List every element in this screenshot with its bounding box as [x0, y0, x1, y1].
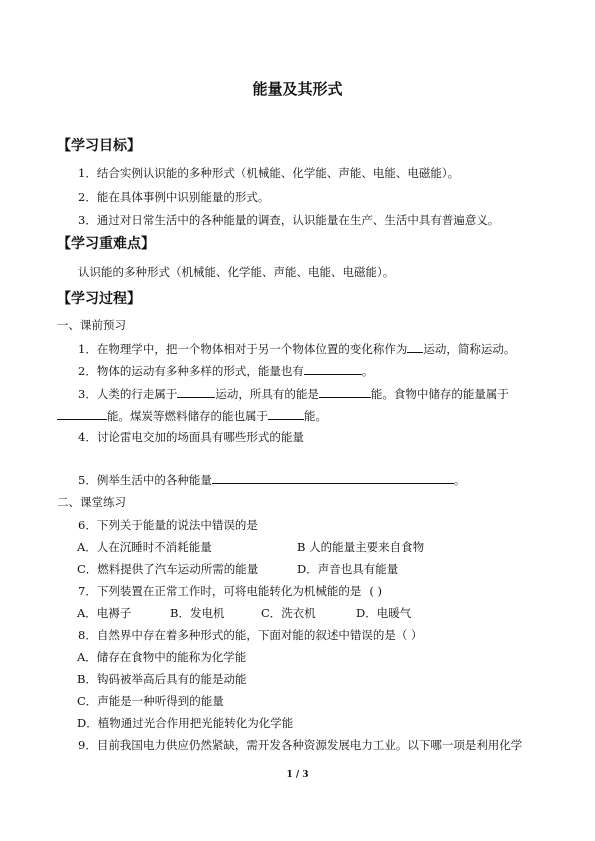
question-3 [78, 385, 509, 402]
q8-option-c: C．声能是一种听得到的能量 [77, 694, 224, 708]
q1-text-b: 运动，简称运动。 [423, 342, 516, 356]
section-heading-process: 【学习过程】 [57, 291, 141, 307]
q3-text-c: 能。食物中储存的能量属于 [370, 387, 509, 401]
q8-option-a: A．储存在食物中的能称为化学能 [77, 650, 247, 664]
q7-text: 7．下列装置在正常工作时，可将电能转化为机械能的是 [78, 584, 362, 598]
blank-3a [177, 385, 215, 398]
blank-5 [212, 471, 454, 484]
q2-text-a: 2．物体的运动有多种多样的形式，能量也有 [78, 364, 304, 378]
question-1 [78, 340, 515, 357]
q7-answer-paren: ( ) [369, 584, 382, 598]
question-9: 9．目前我国电力供应仍然紧缺，需开发各种资源发展电力工业。以下哪一项是利用化学 [78, 738, 523, 752]
q3-text-d: 能。煤炭等燃料储存的能也属于 [107, 409, 268, 423]
goal-item-3: 3．通过对日常生活中的各种能量的调查，认识能量在生产、生活中具有普遍意义。 [78, 213, 500, 227]
blank-3d [268, 407, 304, 420]
goal-item-2: 2．能在具体事例中识别能量的形式。 [78, 190, 270, 204]
q8-option-b: B．钩码被举高后具有的能是动能 [77, 672, 247, 686]
question-6: 6．下列关于能量的说法中错误的是 [78, 518, 258, 532]
q6-option-b: B 人的能量主要来自食物 [297, 540, 425, 554]
q1-text-a: 1．在物理学中，把一个物体相对于另一个物体位置的变化称作为 [78, 342, 408, 356]
page-number: 1 / 3 [286, 770, 309, 780]
q6-option-a: A．人在沉睡时不消耗能量 [77, 540, 212, 554]
section-heading-goals: 【学习目标】 [57, 138, 141, 154]
q6-option-c: C．燃料提供了汽车运动所需的能量 [77, 562, 259, 576]
q3-text-e: 能。 [304, 409, 327, 423]
goal-item-1: 1．结合实例认识能的多种形式（机械能、化学能、声能、电能、电磁能）。 [78, 166, 460, 180]
question-8: 8．自然界中存在着多种形式的能，下面对能的叙述中错误的是（ ） [78, 628, 423, 642]
q7-option-b: B．发电机 [170, 606, 225, 620]
blank-1 [407, 340, 423, 353]
section-heading-key-points: 【学习重难点】 [57, 236, 155, 252]
key-points-text: 认识能的多种形式（机械能、化学能、声能、电能、电磁能）。 [78, 265, 395, 279]
q7-option-d: D．电暖气 [356, 606, 412, 620]
q5-text-b: 。 [453, 473, 466, 487]
q7-option-c: C．洗衣机 [261, 606, 316, 620]
blank-2 [304, 362, 362, 375]
blank-3b [319, 385, 371, 398]
q5-text-a: 5．例举生活中的各种能量 [78, 473, 212, 487]
page-title: 能量及其形式 [252, 80, 343, 98]
question-2 [78, 362, 373, 379]
q6-option-d: D．声音也具有能量 [297, 562, 399, 576]
question-5 [78, 471, 465, 488]
q3-text-b: 运动，所具有的能是 [215, 387, 319, 401]
part2-heading: 二、课堂练习 [57, 495, 126, 509]
q3-text-a: 3．人类的行走属于 [78, 387, 178, 401]
blank-3c [57, 407, 107, 420]
q2-text-b: 。 [361, 364, 374, 378]
q7-option-a: A．电褥子 [77, 606, 132, 620]
part1-heading: 一、课前预习 [57, 318, 126, 332]
question-7 [78, 583, 382, 599]
question-4: 4．讨论雷电交加的场面具有哪些形式的能量 [78, 430, 304, 444]
q8-option-d: D．植物通过光合作用把光能转化为化学能 [77, 716, 294, 730]
question-3-cont [57, 407, 327, 424]
